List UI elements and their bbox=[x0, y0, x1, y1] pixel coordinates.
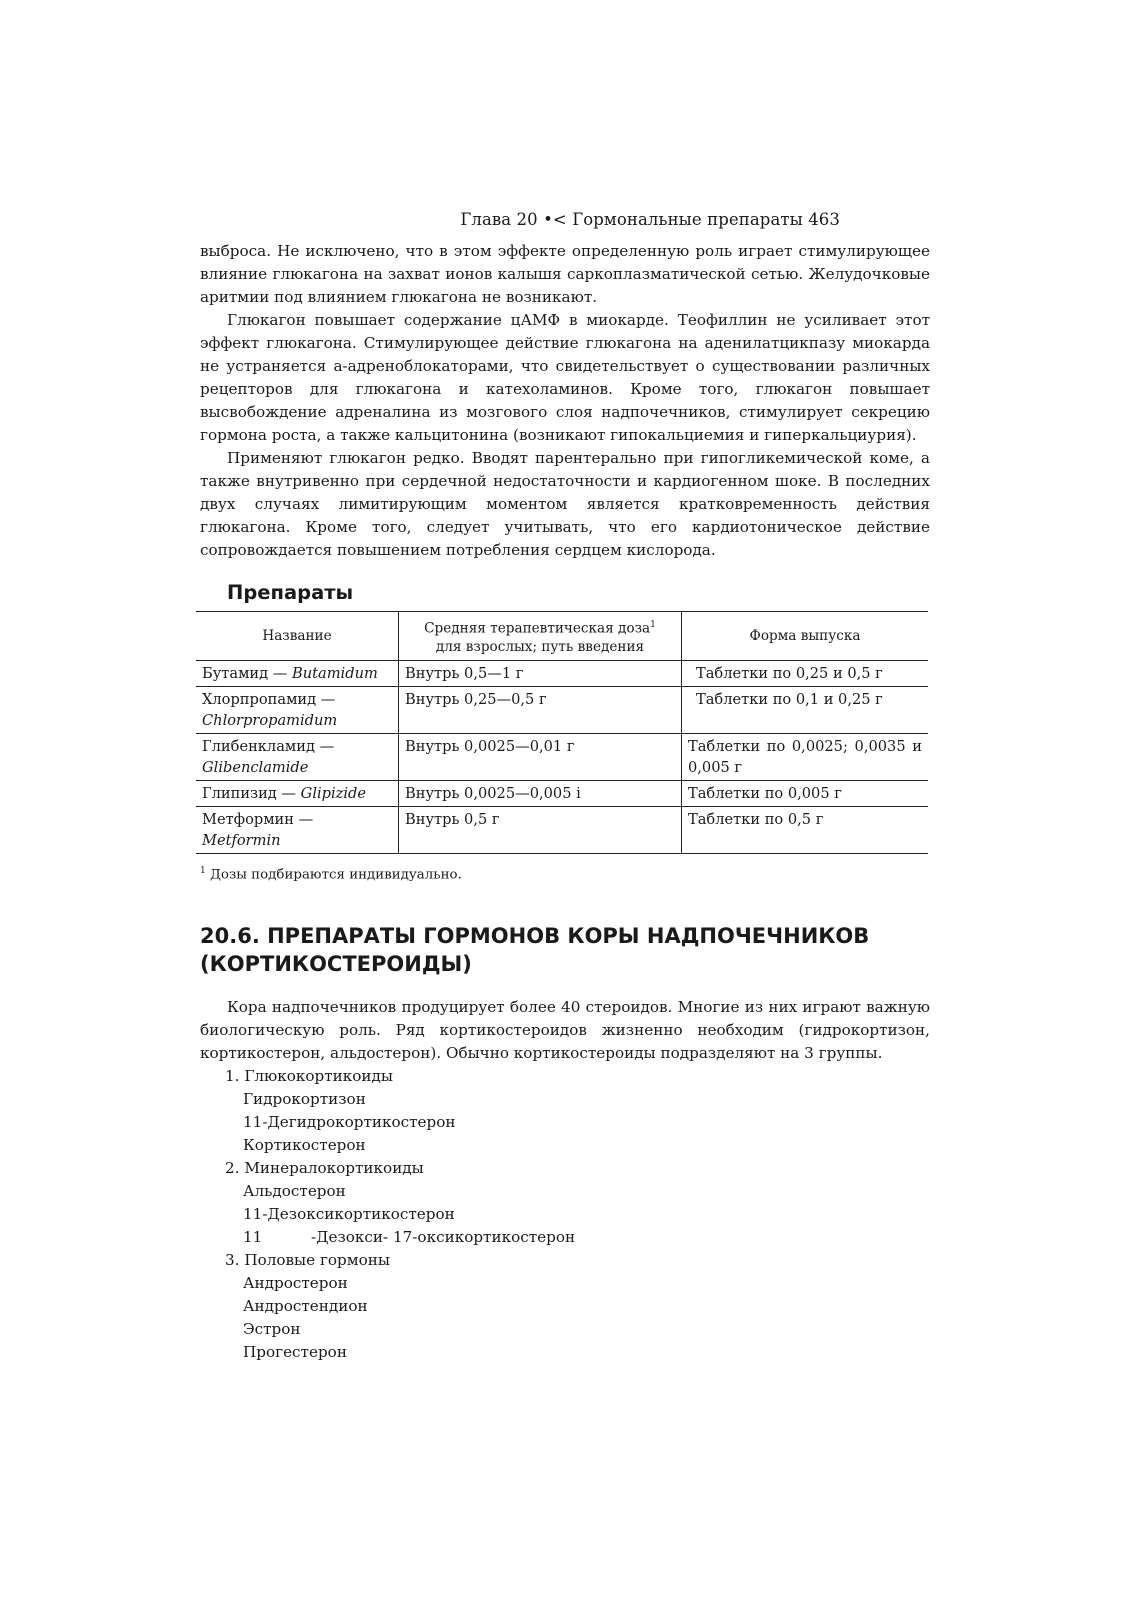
drug-name-ru: Хлорпропамид — bbox=[202, 690, 336, 708]
drug-name-ru: Метформин — bbox=[202, 810, 314, 828]
drug-dose-cell: Внутрь 0,5 г bbox=[399, 806, 682, 853]
drug-form-cell: Таблетки по 0,0025; 0,0035 и 0,005 г bbox=[682, 733, 929, 780]
drug-dose-cell: Внутрь 0,0025—0,01 г bbox=[399, 733, 682, 780]
table-row bbox=[196, 733, 928, 780]
group-member: Прогестерон bbox=[243, 1343, 347, 1361]
group-title: 2. Минералокортикоиды bbox=[225, 1159, 424, 1177]
table-header-row bbox=[196, 612, 928, 661]
drug-name-cell bbox=[196, 733, 399, 780]
table-footnote bbox=[200, 866, 930, 882]
header-form: Форма выпуска bbox=[682, 612, 929, 661]
group-title: 3. Половые гормоны bbox=[225, 1251, 390, 1269]
paragraph-3: Применяют глюкагон редко. Вводят парентерально при гипогликемической коме, а также внутривенно при сердечной недостаточности и кардиогенном шоке. В последних двух случаях лимитирующим моментом является кратковременность действия глюкагона. Кроме того, следует учитывать, что его кардиотоническое действие сопровождается повышением потребления сердцем кислорода. bbox=[200, 449, 930, 559]
group-member: Гидрокортизон bbox=[243, 1090, 366, 1108]
table-row bbox=[196, 806, 928, 853]
section-title bbox=[200, 922, 930, 978]
group-member: Альдостерон bbox=[243, 1182, 346, 1200]
drug-form-cell: Таблетки по 0,1 и 0,25 г bbox=[682, 686, 929, 733]
drug-form-cell: Таблетки по 0,25 и 0,5 г bbox=[682, 660, 929, 686]
section-intro: Кора надпочечников продуцирует более 40 стероидов. Многие из них играют важную биологическую роль. Ряд кортикостероидов жизненно необходим (гидрокортизон, кортикостерон, альдостерон). Обычно кортикостероиды подразделяют на 3 группы. bbox=[200, 998, 930, 1062]
drug-name-ru: Бутамид — bbox=[202, 664, 293, 682]
group-member-rest: -Дезокси- 17-оксикортикостерон bbox=[311, 1228, 576, 1246]
drug-name-cell bbox=[196, 780, 399, 806]
table-row bbox=[196, 686, 928, 733]
header-dose bbox=[399, 612, 682, 661]
drug-form-cell: Таблетки по 0,005 г bbox=[682, 780, 929, 806]
group-title: 1. Глюкокортикоиды bbox=[225, 1067, 393, 1085]
drug-name-cell bbox=[196, 806, 399, 853]
drug-name-cell bbox=[196, 686, 399, 733]
group-member: 11-Дезоксикортикостерон bbox=[243, 1205, 455, 1223]
group-member-number: 11 bbox=[243, 1228, 263, 1246]
drug-name-latin: Glibenclamide bbox=[202, 758, 309, 776]
paragraph-2: Глюкагон повышает содержание цАМФ в миокарде. Теофиллин не усиливает этот эффект глюкагона. Стимулирующее действие глюкагона на аденилатцикпазу миокарда не устраняется а-адреноблокаторами, что свидетельствует о существовании различных рецепторов для глюкагона и катехоламинов. Кроме того, глюкагон повышает высвобождение адреналина из мозгового слоя надпочечников, стимулирует секрецию гормона роста, а также кальцитонина (возникают гипокальциемия и гиперкальциурия). bbox=[200, 311, 930, 444]
subheading-preparations: Препараты bbox=[227, 581, 354, 604]
footnote-text: Дозы подбираются индивидуально. bbox=[205, 867, 462, 882]
paragraph-1: выброса. Не исключено, что в этом эффекте определенную роль играет стимулирующее влияние глюкагона на захват ионов калышя саркоплазматической сетью. Желудочковые аритмии под влиянием глюкагона не возникают. bbox=[200, 242, 930, 306]
drug-dose-cell: Внутрь 0,0025—0,005 i bbox=[399, 780, 682, 806]
drug-name-latin: Butamidum bbox=[292, 664, 378, 682]
header-dose-footnote-mark: 1 bbox=[650, 620, 656, 630]
drug-name-latin: Metformin bbox=[202, 831, 281, 849]
drug-name-cell bbox=[196, 660, 399, 686]
group-member bbox=[200, 1226, 930, 1249]
footnote-mark: 1 bbox=[200, 865, 206, 876]
section-title-line2: (КОРТИКОСТЕРОИДЫ) bbox=[200, 952, 472, 976]
drug-dose-cell: Внутрь 0,5—1 г bbox=[399, 660, 682, 686]
drugs-table bbox=[196, 611, 928, 854]
table-row bbox=[196, 780, 928, 806]
running-head: Глава 20 •< Гормональные препараты 463 bbox=[460, 210, 840, 229]
header-dose-line1: Средняя терапевтическая доза bbox=[424, 620, 651, 637]
table-row bbox=[196, 660, 928, 686]
drug-name-ru: Глипизид — bbox=[202, 784, 301, 802]
group-member: Андростендион bbox=[243, 1297, 368, 1315]
document-page bbox=[200, 210, 930, 1364]
section-title-line1: 20.6. ПРЕПАРАТЫ ГОРМОНОВ КОРЫ НАДПОЧЕЧНИКОВ bbox=[200, 924, 870, 948]
drug-name-latin: Chlorpropamidum bbox=[202, 711, 338, 729]
group-member: Андростерон bbox=[243, 1274, 348, 1292]
drug-name-latin: Glipizide bbox=[300, 784, 367, 802]
drug-name-ru: Глибенкламид — bbox=[202, 737, 335, 755]
group-member: Кортикостерон bbox=[243, 1136, 366, 1154]
drug-dose-cell: Внутрь 0,25—0,5 г bbox=[399, 686, 682, 733]
corticosteroid-groups bbox=[200, 1065, 930, 1364]
group-member: Эстрон bbox=[243, 1320, 301, 1338]
header-dose-line2: для взрослых; путь введения bbox=[435, 638, 645, 655]
drug-form-cell: Таблетки по 0,5 г bbox=[682, 806, 929, 853]
header-name: Название bbox=[196, 612, 399, 661]
group-member: 11-Дегидрокортикостерон bbox=[243, 1113, 456, 1131]
